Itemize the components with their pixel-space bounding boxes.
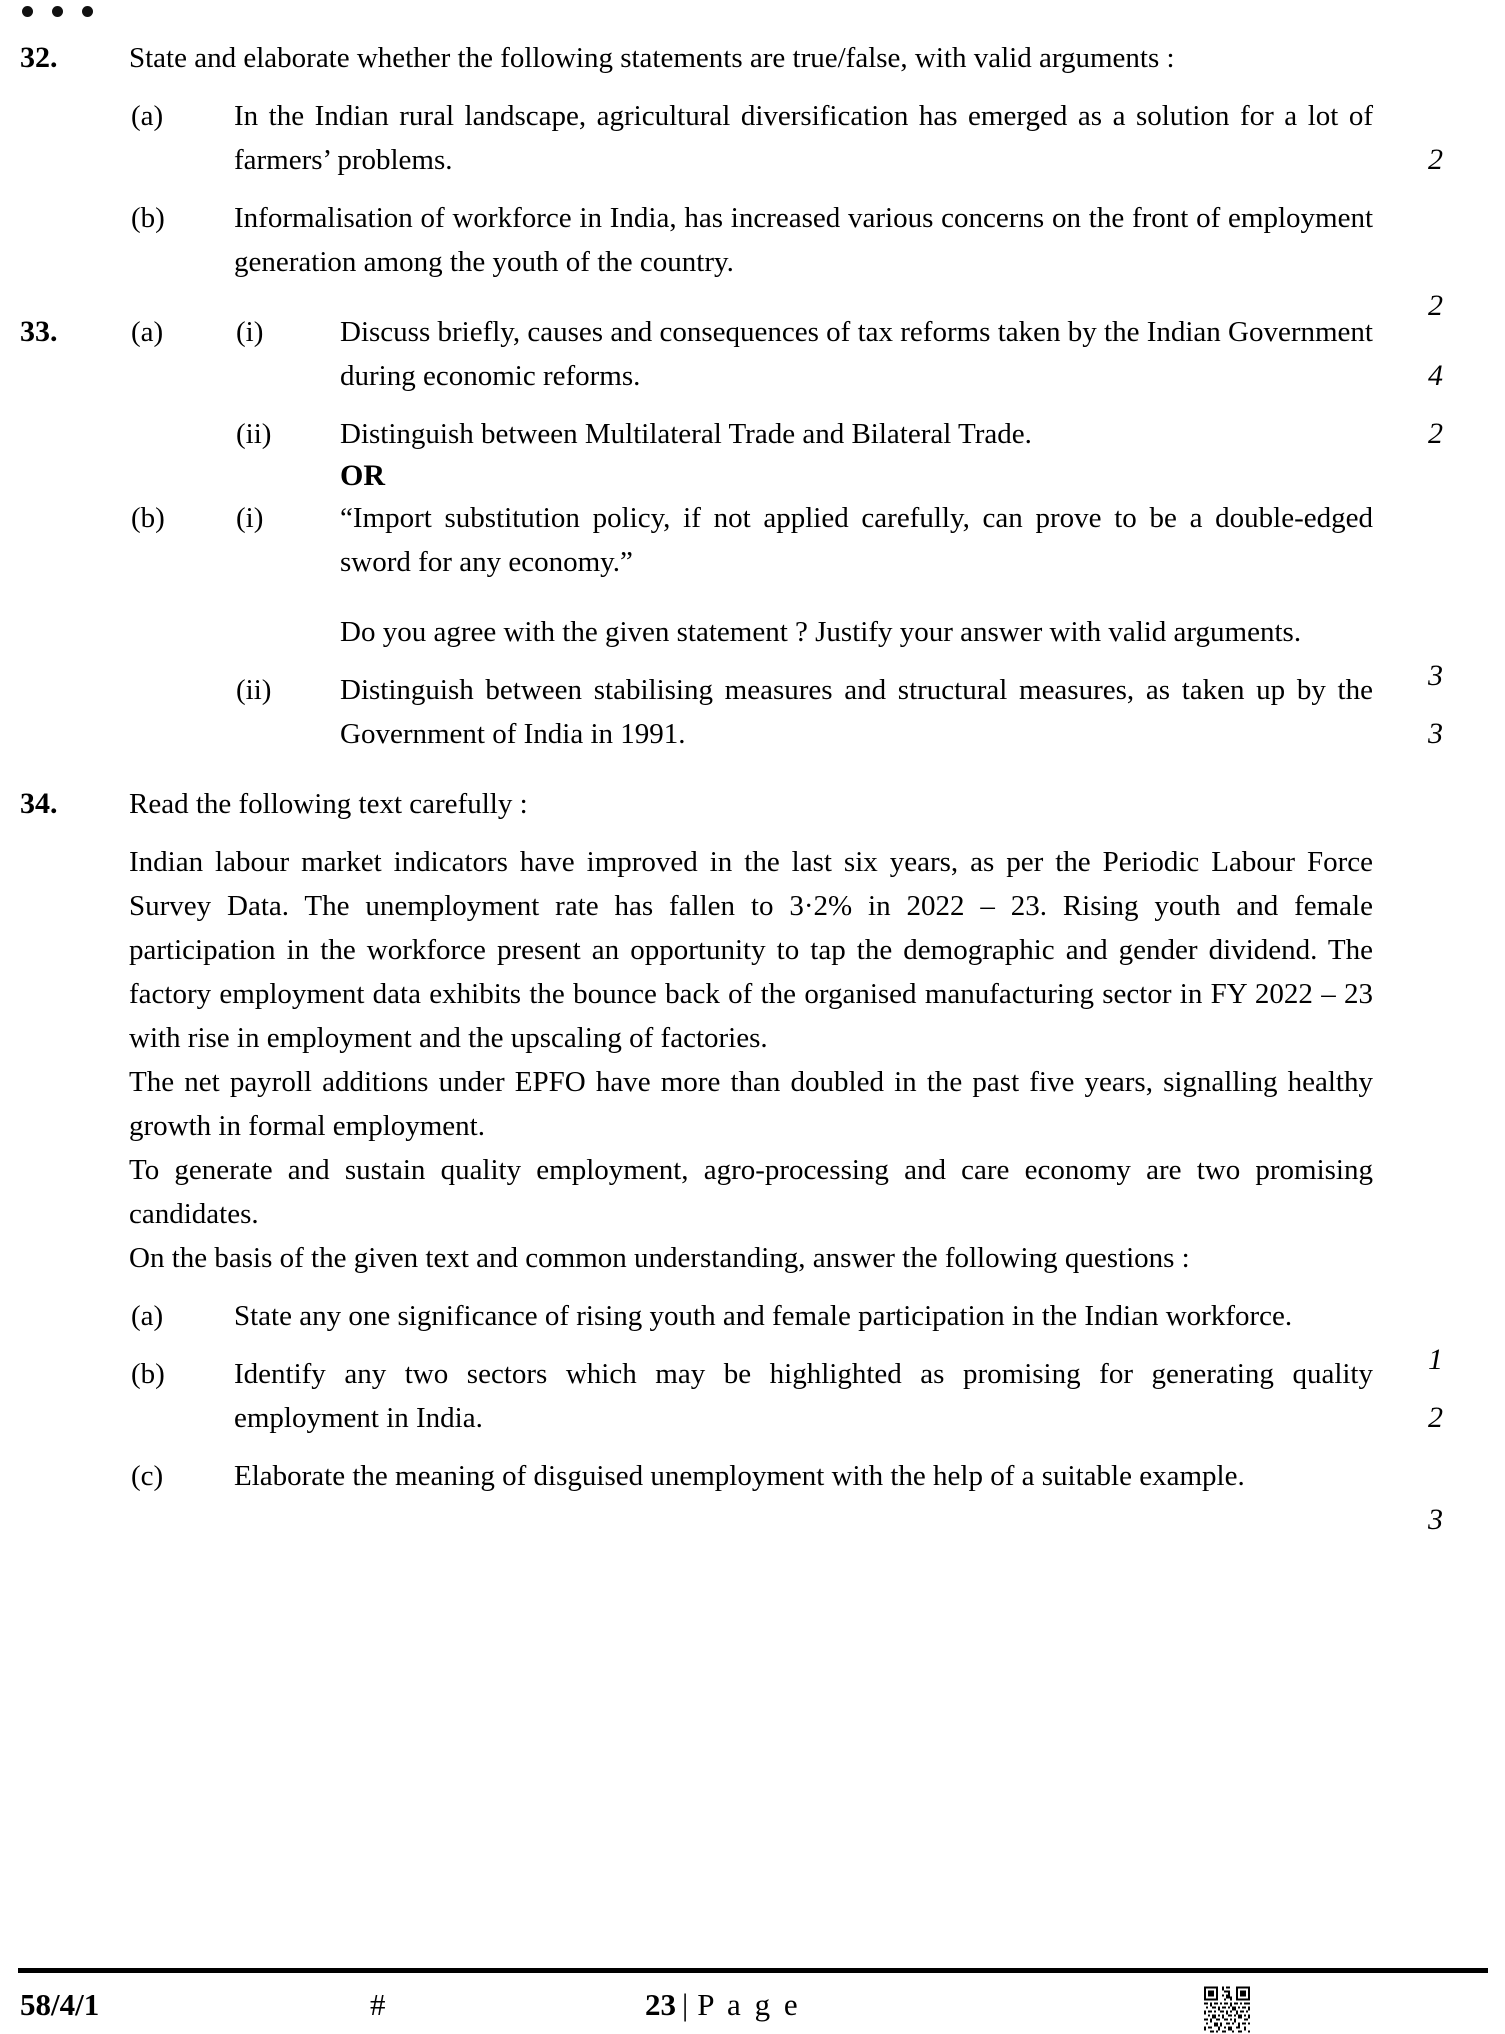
question-33-option-a-item-i-text: Discuss briefly, causes and consequences of tax reforms taken by the Indian Government during economic reforms. [340, 316, 1373, 392]
question-32-part-b [0, 196, 1505, 322]
question-33-option-a-item-ii [0, 412, 1505, 456]
question-33-option-b-item-i-text: “Import substitution policy, if not applied carefully, can prove to be a double-edged sword for any economy.” [340, 502, 1373, 578]
question-34-part-c-marks: 3 [1428, 1503, 1443, 1536]
footer-divider [18, 1968, 1488, 1973]
question-32-part-b-text: Informalisation of workforce in India, has increased various concerns on the front of employment generation among the youth of the country. [234, 202, 1373, 278]
question-34-passage-para-1 [0, 840, 1505, 1060]
question-content [0, 36, 1505, 1536]
question-34-part-c-label: (c) [131, 1460, 164, 1492]
question-33-option-a-item-i [0, 310, 1505, 398]
question-33-option-a-item-ii-text: Distinguish between Multilateral Trade and Bilateral Trade. [340, 418, 1032, 450]
page-word: P a g e [697, 1987, 801, 2022]
question-33-option-b-item-i [0, 496, 1505, 584]
question-32-part-b-marks: 2 [1428, 289, 1443, 322]
question-34-number: 34. [20, 787, 58, 820]
passage-paragraph: On the basis of the given text and common understanding, answer the following questions : [129, 1242, 1190, 1274]
page-number-separator: | [682, 1987, 689, 2022]
question-34-part-c-text: Elaborate the meaning of disguised unemployment with the help of a suitable example. [234, 1460, 1245, 1492]
question-34-part-a [0, 1294, 1505, 1376]
top-dots-marker [22, 6, 93, 17]
question-34-part-a-label: (a) [131, 1300, 164, 1332]
question-34-part-a-marks: 1 [1428, 1343, 1443, 1376]
question-33-number: 33. [20, 315, 58, 348]
question-33-option-a-item-i-marks: 4 [1428, 359, 1443, 392]
question-34-passage-para-2 [0, 1060, 1505, 1148]
question-34-part-b-text: Identify any two sectors which may be highlighted as promising for generating quality employment in India. [234, 1358, 1373, 1434]
question-33-option-b-item-i-label: (i) [236, 502, 264, 534]
question-33-option-b-label: (b) [131, 502, 165, 534]
page-number-label [645, 1982, 801, 2028]
question-32 [0, 36, 1505, 80]
question-33-or-separator: OR [340, 459, 385, 492]
question-33-option-b-item-i-followup-text: Do you agree with the given statement ? Justify your answer with valid arguments. [340, 616, 1302, 648]
question-34-passage-para-3 [0, 1148, 1505, 1236]
dot-icon [52, 6, 63, 17]
qr-code-icon [1204, 1986, 1262, 2033]
question-33-option-b-item-ii [0, 668, 1505, 756]
question-32-part-a-text: In the Indian rural landscape, agricultural diversification has emerged as a solution for a lot of farmers’ problems. [234, 100, 1373, 176]
question-34-part-b-label: (b) [131, 1358, 165, 1390]
question-32-part-a-marks: 2 [1428, 143, 1443, 176]
page-footer [0, 1982, 1505, 2034]
question-33-option-b-item-ii-text: Distinguish between stabilising measures and structural measures, as taken up by the Government of India in 1991. [340, 674, 1373, 750]
passage-paragraph: Indian labour market indicators have improved in the last six years, as per the Periodic Labour Force Survey Data. The unemployment rate has fallen to 3·2% in 2022 – 23. Rising youth and female participation in the workforce present an opportunity to tap the demographic and gender dividend. The factory employment data exhibits the bounce back of the organised manufacturing sector in FY 2022 – 23 with rise in employment and the upscaling of factories. [129, 846, 1373, 1054]
question-32-part-b-label: (b) [131, 202, 165, 234]
question-33-option-b-item-ii-marks: 3 [1428, 717, 1443, 750]
question-34-stem: Read the following text carefully : [129, 788, 528, 820]
question-34-part-b [0, 1352, 1505, 1440]
question-34-part-b-marks: 2 [1428, 1401, 1443, 1434]
question-34-part-c [0, 1454, 1505, 1536]
question-32-stem: State and elaborate whether the following statements are true/false, with valid arguments : [129, 42, 1175, 74]
question-34-part-a-text: State any one significance of rising youth and female participation in the Indian workforce. [234, 1300, 1293, 1332]
dot-icon [82, 6, 93, 17]
hash-mark: # [370, 1987, 386, 2022]
page-number-value: 23 [645, 1987, 676, 2022]
question-33-option-b-item-ii-label: (ii) [236, 674, 272, 706]
question-32-part-a-label: (a) [131, 100, 164, 132]
question-33-option-a-item-ii-label: (ii) [236, 418, 272, 450]
passage-paragraph: To generate and sustain quality employment, agro-processing and care economy are two promising candidates. [129, 1154, 1373, 1230]
passage-paragraph: The net payroll additions under EPFO have more than doubled in the past five years, signalling healthy growth in formal employment. [129, 1066, 1373, 1142]
question-33-option-a-item-ii-marks: 2 [1428, 417, 1443, 450]
paper-code: 58/4/1 [20, 1987, 100, 2022]
question-33-option-a-item-i-label: (i) [236, 316, 264, 348]
dot-icon [22, 6, 33, 17]
question-34 [0, 782, 1505, 826]
question-34-passage-para-4 [0, 1236, 1505, 1280]
question-32-number: 32. [20, 41, 58, 74]
question-32-part-a [0, 94, 1505, 182]
question-33-option-a-label: (a) [131, 316, 164, 348]
question-33-option-b-item-i-marks: 3 [1428, 659, 1443, 692]
